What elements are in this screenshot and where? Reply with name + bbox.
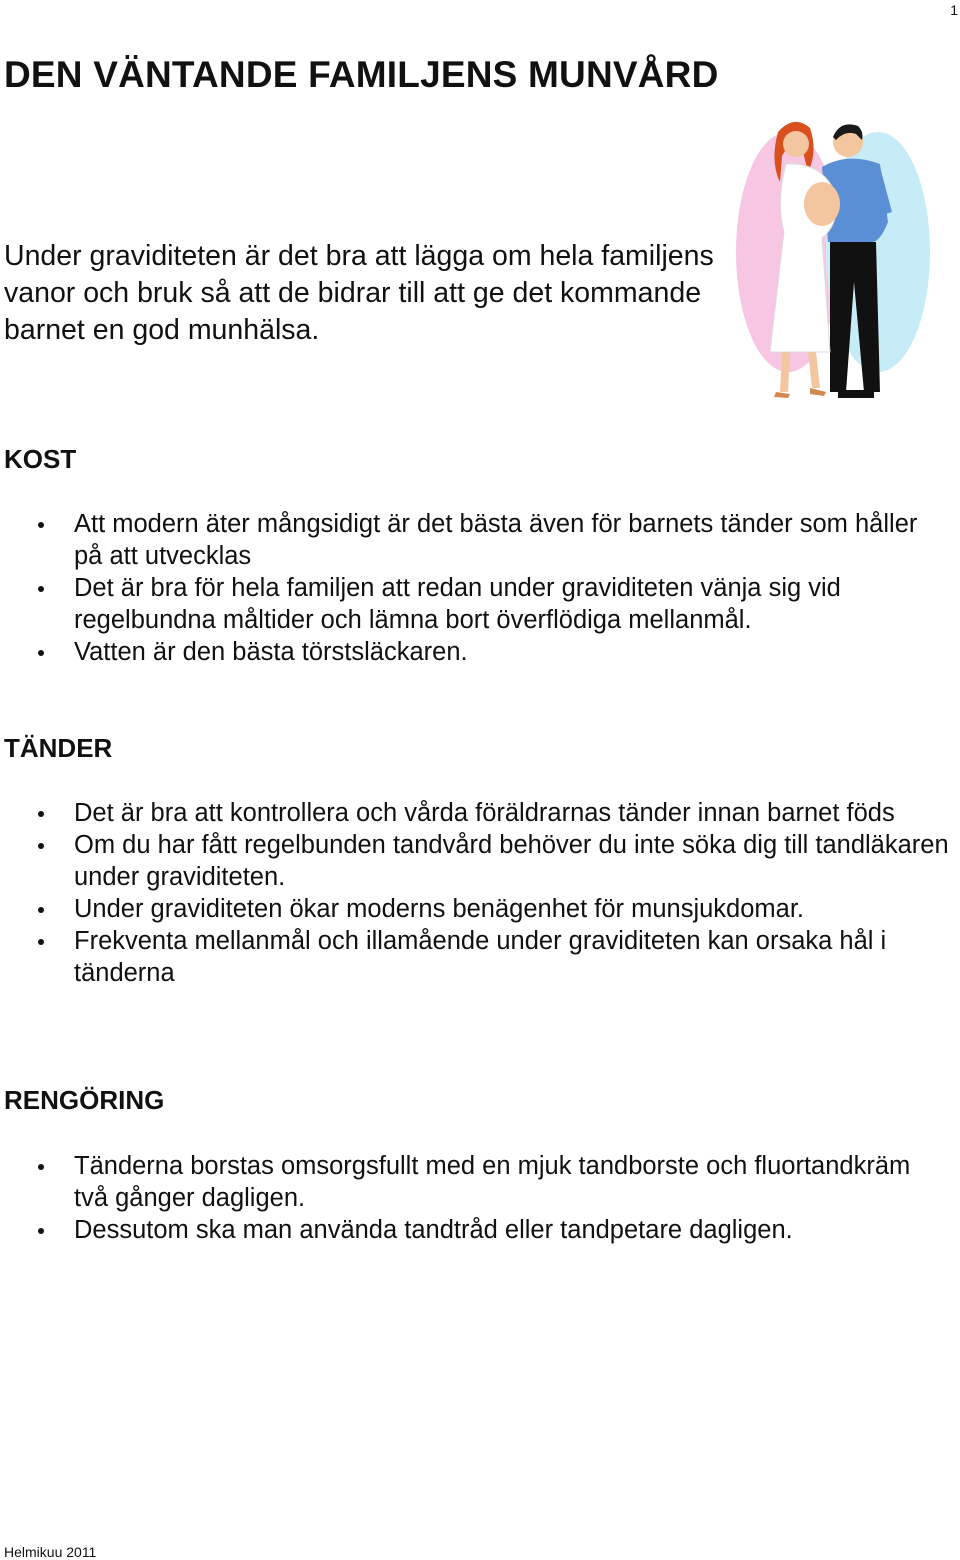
- list-item-text: Dessutom ska man använda tandtråd eller tandpetare dagligen.: [74, 1216, 793, 1244]
- list-item: [0, 636, 950, 668]
- list-item: [0, 797, 950, 829]
- intro-paragraph: Under graviditeten är det bra att lägga om hela familjens vanor och bruk så att de bidrar till att ge det kommande barnet en god munhälsa.: [4, 240, 714, 346]
- couple-illustration: [730, 112, 935, 402]
- kost-list: [0, 508, 950, 668]
- list-item: [0, 1214, 950, 1246]
- list-item-text: Vatten är den bästa törstsläckaren.: [74, 638, 468, 666]
- list-item-text: Det är bra att kontrollera och vårda föräldrarnas tänder innan barnet föds: [74, 799, 895, 827]
- bullet-icon: [38, 522, 44, 528]
- section-heading-tander: TÄNDER: [4, 733, 113, 763]
- couple-pregnancy-icon: [730, 112, 935, 402]
- list-item: [0, 893, 950, 925]
- bullet-icon: [38, 650, 44, 656]
- list-item: [0, 829, 950, 893]
- list-item: [0, 925, 950, 989]
- section-heading-rengoring: RENGÖRING: [4, 1085, 165, 1115]
- page-number: 1: [950, 2, 958, 18]
- bullet-icon: [38, 843, 44, 849]
- list-item-text: Det är bra för hela familjen att redan under graviditeten vänja sig vid regelbundna måltider och lämna bort överflödiga mellanmål.: [74, 574, 841, 634]
- tander-list: [0, 797, 950, 989]
- list-item-text: Om du har fått regelbunden tandvård behöver du inte söka dig till tandläkaren under graviditeten.: [74, 831, 949, 891]
- list-item: [0, 508, 950, 572]
- document-title: DEN VÄNTANDE FAMILJENS MUNVÅRD: [4, 54, 719, 95]
- list-item-text: Frekventa mellanmål och illamående under graviditeten kan orsaka hål i tänderna: [74, 927, 887, 987]
- bullet-icon: [38, 1164, 44, 1170]
- footer-date: Helmikuu 2011: [4, 1544, 97, 1560]
- bullet-icon: [38, 907, 44, 913]
- rengoring-list: [0, 1150, 950, 1246]
- bullet-icon: [38, 811, 44, 817]
- bullet-icon: [38, 586, 44, 592]
- bullet-icon: [38, 1228, 44, 1234]
- section-heading-kost: KOST: [4, 444, 77, 474]
- bullet-icon: [38, 939, 44, 945]
- list-item-text: Tänderna borstas omsorgsfullt med en mjuk tandborste och fluortandkräm två gånger dagligen.: [74, 1152, 911, 1212]
- list-item-text: Under graviditeten ökar moderns benägenhet för munsjukdomar.: [74, 895, 804, 923]
- list-item: [0, 1150, 950, 1214]
- list-item: [0, 572, 950, 636]
- list-item-text: Att modern äter mångsidigt är det bästa även för barnets tänder som håller på att utvecklas: [74, 510, 918, 570]
